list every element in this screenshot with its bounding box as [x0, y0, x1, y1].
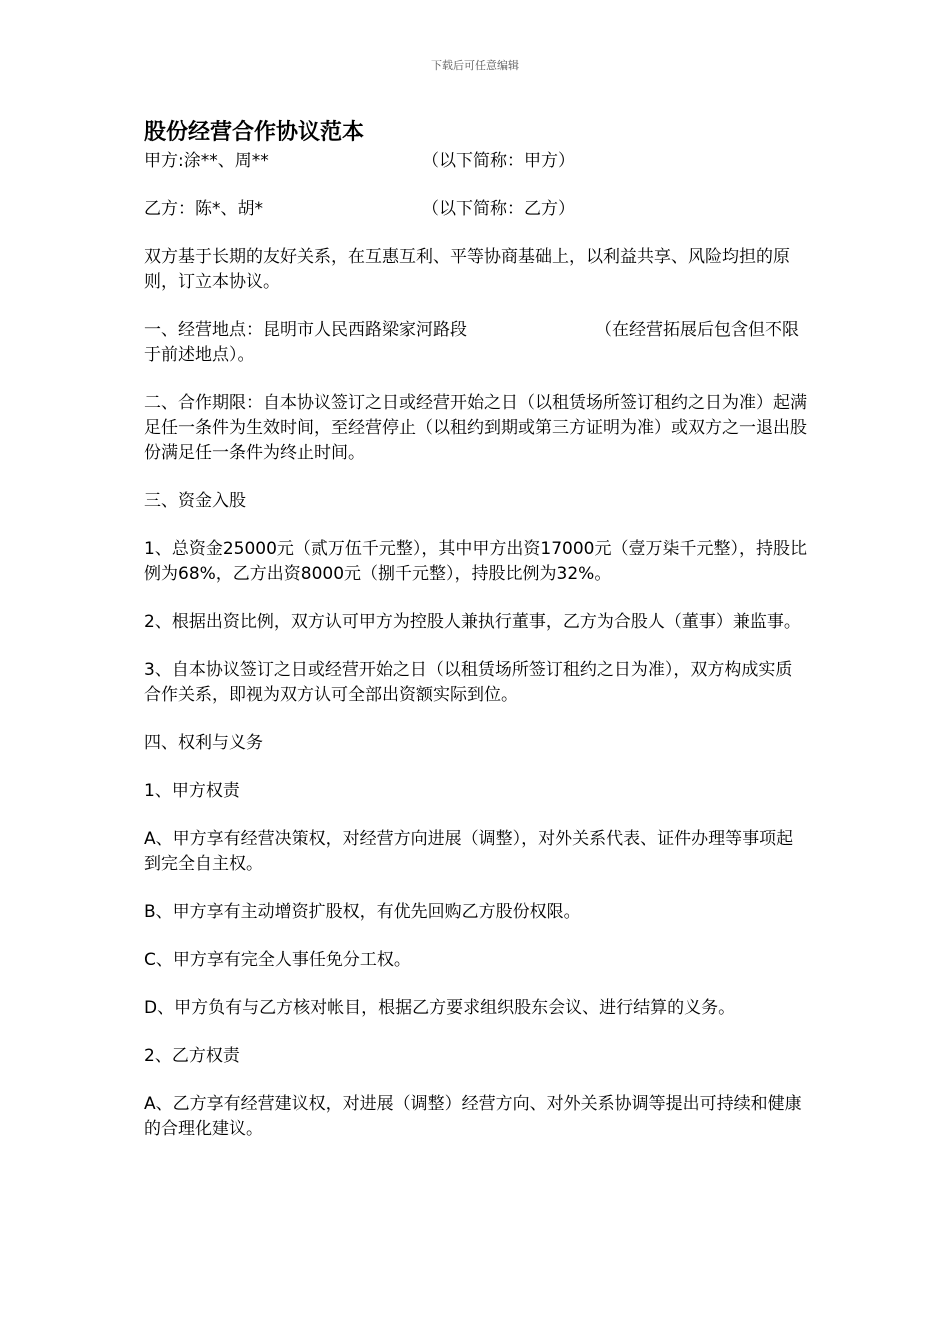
party-a-short-name: （以下简称：甲方）: [422, 151, 575, 171]
intro-paragraph: 双方基于长期的友好关系，在互惠互利、平等协商基础上，以利益共享、风险均担的原则，订立本协议。: [144, 247, 790, 292]
clause-party-a-rights-heading: 1、甲方权责: [144, 781, 240, 801]
page-header-note: 下载后可任意编辑: [431, 59, 519, 72]
party-b-short-name: （以下简称：乙方）: [422, 199, 575, 219]
clause-party-a-right-d: D、甲方负有与乙方核对帐目，根据乙方要求组织股东会议、进行结算的义务。: [144, 998, 736, 1018]
location-note: （在经营拓展后包含但不限于前述地点）。: [144, 320, 799, 365]
party-b-name: 乙方：陈*、胡*: [144, 199, 263, 219]
clause-capital-2: 2、根据出资比例，双方认可甲方为控股人兼执行董事，乙方为合股人（董事）兼监事。: [144, 612, 801, 632]
document-title: 股份经营合作协议范本: [144, 120, 365, 145]
clause-capital-3: 3、自本协议签订之日或经营开始之日（以租赁场所签订租约之日为准），双方构成实质合作关系，即视为双方认可全部出资额实际到位。: [144, 660, 793, 705]
clause-party-a-right-a: A、甲方享有经营决策权，对经营方向进展（调整），对外关系代表、证件办理等事项起到完全自主权。: [144, 829, 794, 874]
location-text: 一、经营地点：昆明市人民西路梁家河路段: [144, 320, 467, 340]
party-a-line: [144, 149, 808, 174]
clause-party-a-right-b: B、甲方享有主动增资扩股权，有优先回购乙方股份权限。: [144, 902, 581, 922]
clause-party-b-rights-heading: 2、乙方权责: [144, 1046, 240, 1066]
document-body: [144, 117, 808, 1142]
clause-party-b-right-a: A、乙方享有经营建议权，对进展（调整）经营方向、对外关系协调等提出可持续和健康的合理化建议。: [144, 1094, 802, 1139]
party-b-line: [144, 197, 808, 222]
clause-heading-rights: 四、权利与义务: [144, 733, 263, 753]
party-a-name: 甲方:涂**、周**: [144, 151, 269, 171]
location-clause: [144, 318, 808, 368]
clause-term: 二、合作期限：自本协议签订之日或经营开始之日（以租赁场所签订租约之日为准）起满足任一条件为生效时间，至经营停止（以租约到期或第三方证明为准）或双方之一退出股份满足任一条件为终止时间。: [144, 393, 807, 463]
clause-party-a-right-c: C、甲方享有完全人事任免分工权。: [144, 950, 411, 970]
clause-heading-capital: 三、资金入股: [144, 491, 246, 511]
clause-capital-1: 1、总资金25000元（贰万伍千元整），其中甲方出资17000元（壹万柒千元整），持股比例为68%，乙方出资8000元（捌千元整），持股比例为32%。: [144, 539, 807, 584]
